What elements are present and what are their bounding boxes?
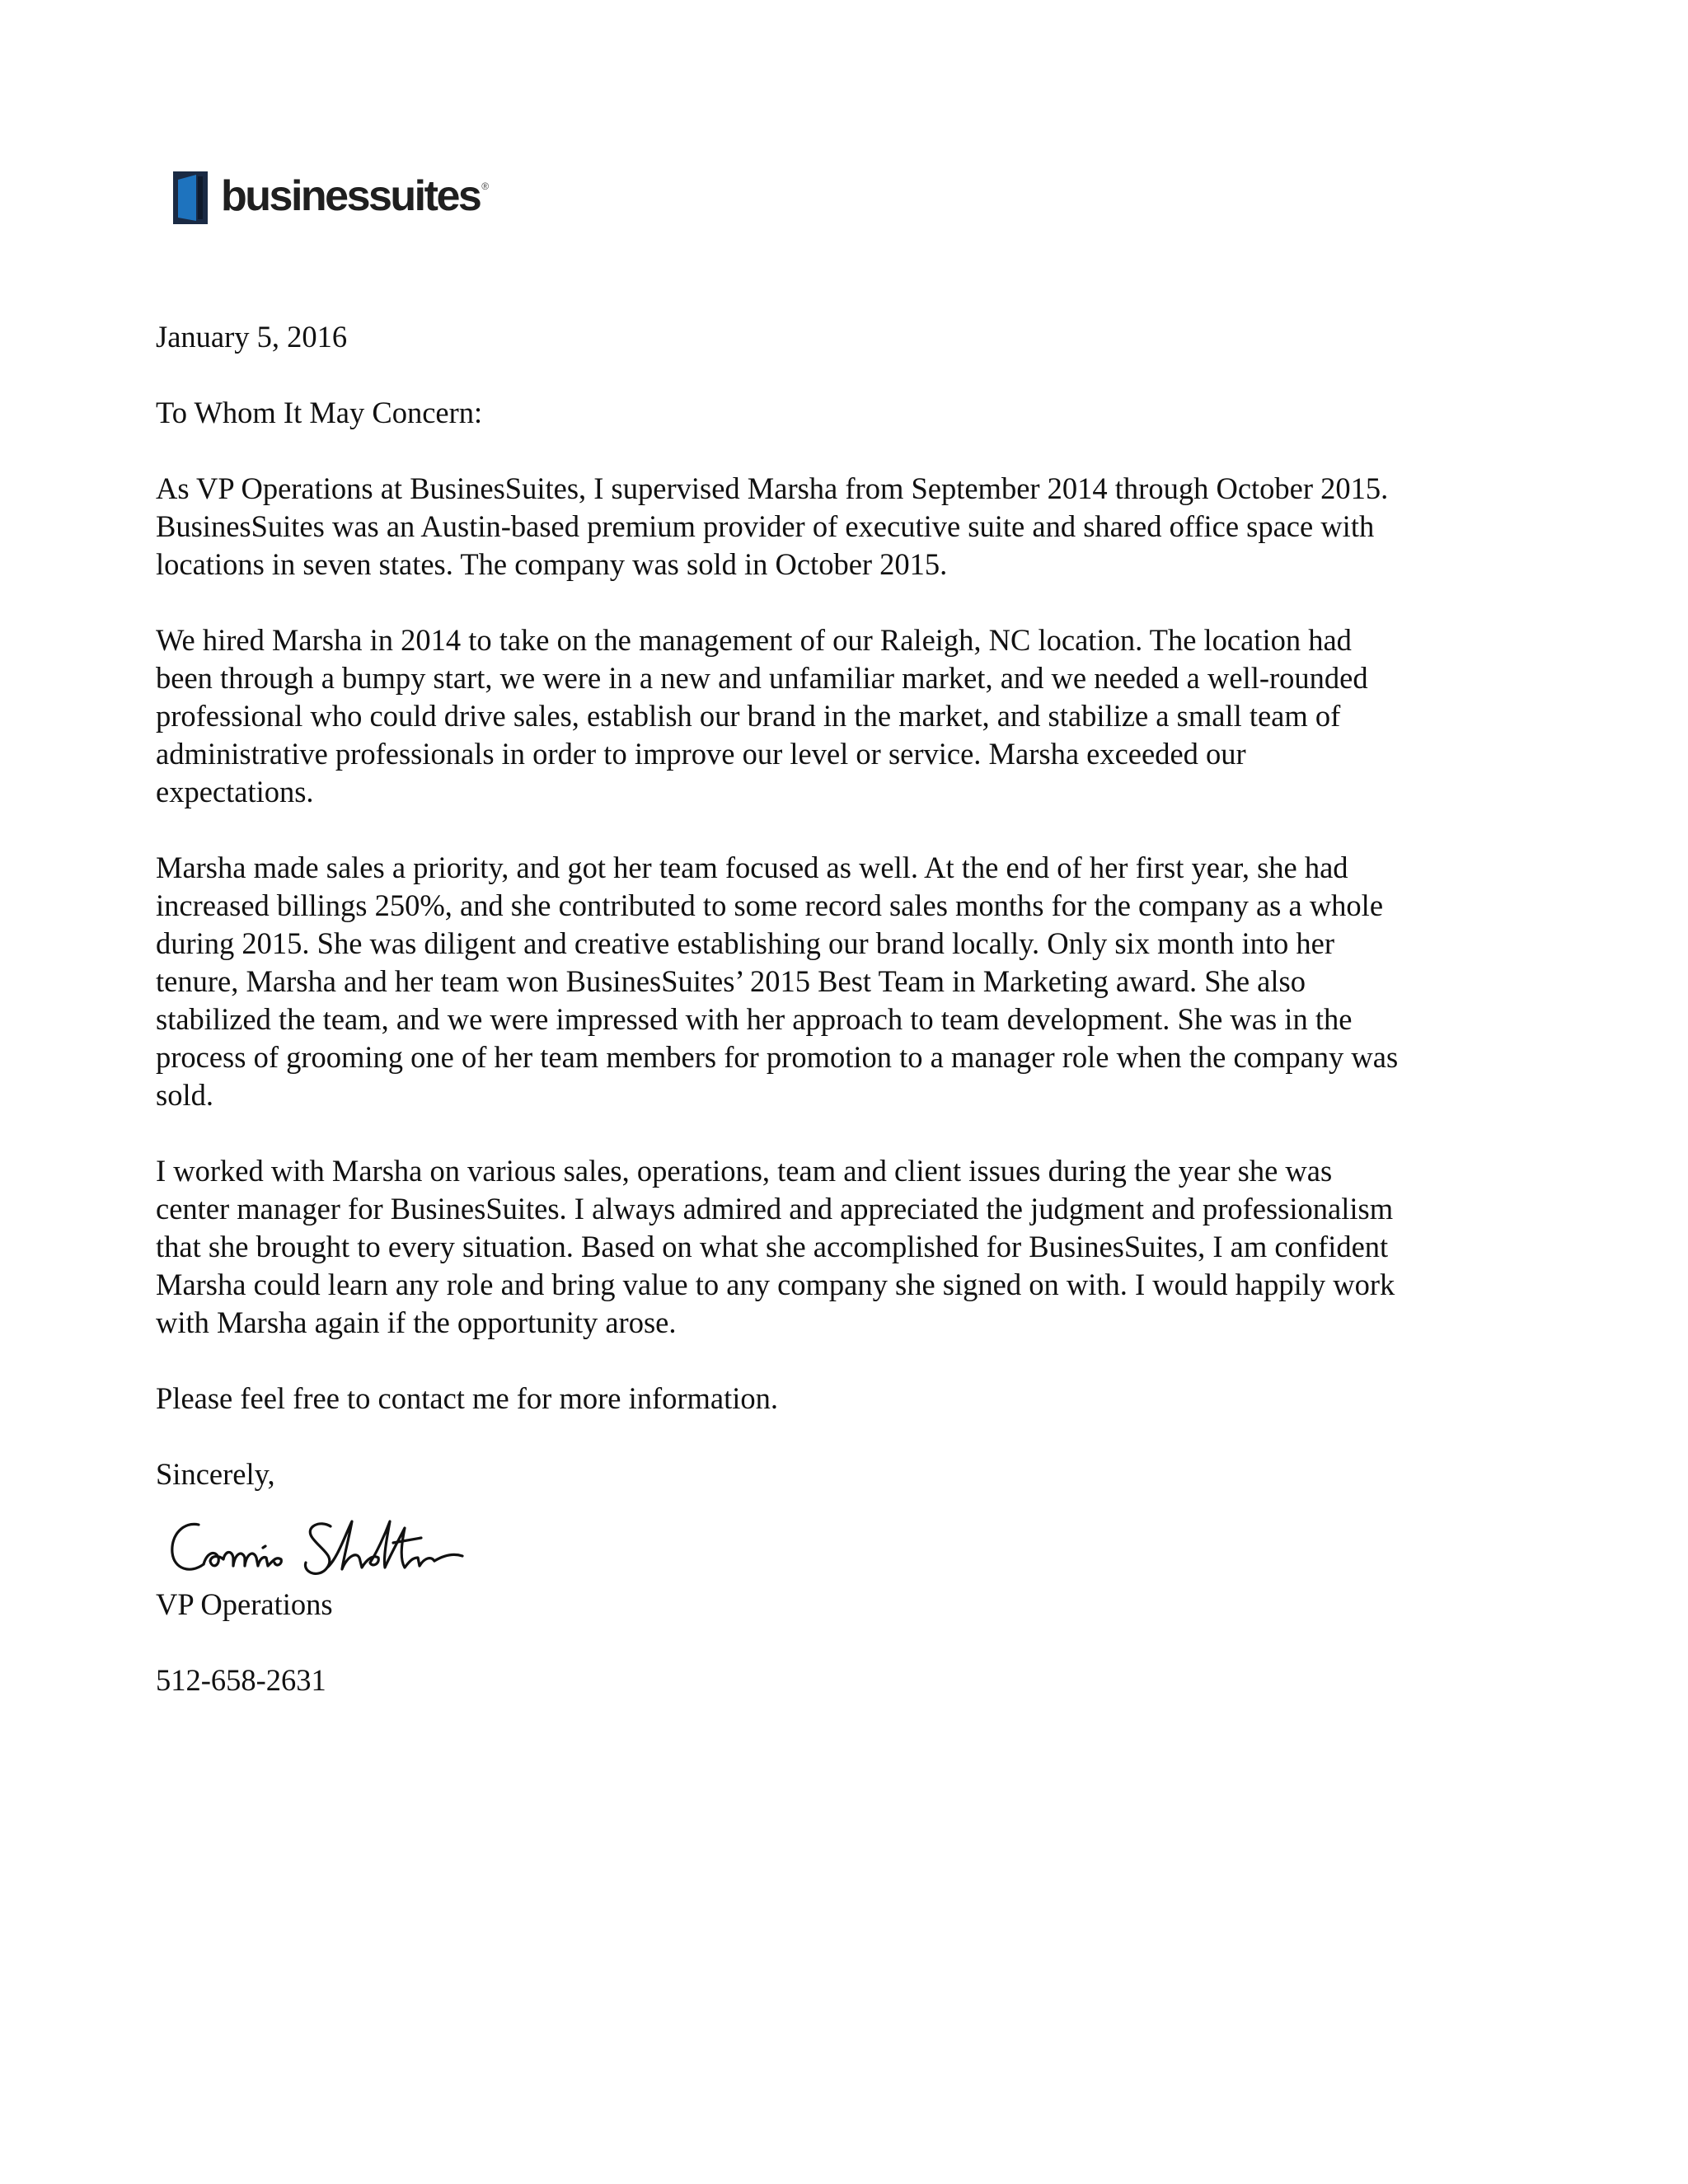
letter-paragraph: As VP Operations at BusinesSuites, I supervised Marsha from September 2014 through October 2015. BusinesSuites was an Austin-based premium provider of executive suite and shared office space with locations in seven states. The company was sold in October 2015. — [156, 471, 1389, 581]
letter-body — [156, 318, 1540, 1737]
letter-date: January 5, 2016 — [156, 320, 348, 354]
company-logo — [173, 171, 489, 224]
letter-salutation: To Whom It May Concern: — [156, 396, 483, 429]
letter-paragraph: We hired Marsha in 2014 to take on the management of our Raleigh, NC location. The location had been through a bumpy start, we were in a new and unfamiliar market, and we needed a well-rounded professional who could drive sales, establish our brand in the market, and stabilize a small team of administrative professionals in order to improve our level or service. Marsha exceeded our expectations. — [156, 623, 1368, 808]
letter-paragraph: Marsha made sales a priority, and got her team focused as well. At the end of her first year, she had increased billings 250%, and she contributed to some record sales months for the company as a whole during 2015. She was diligent and creative establishing our brand locally. Only six month into her tenure, Marsha and her team won BusinesSuites’ 2015 Best Team in Marketing award. She also stabilized the team, and we were impressed with her approach to team development. She was in the process of grooming one of her team members for promotion to a manager role when the company was sold. — [156, 851, 1399, 1112]
signer-title: VP Operations — [156, 1587, 333, 1621]
letter-paragraph: Please feel free to contact me for more information. — [156, 1381, 779, 1415]
signer-phone: 512-658-2631 — [156, 1663, 326, 1697]
logo-wordmark: businessuites — [221, 172, 481, 220]
letter-paragraph: I worked with Marsha on various sales, operations, team and client issues during the year she was center manager for BusinesSuites. I always admired and appreciated the judgment and professionalism that she brought to every situation. Based on what she accomplished for BusinesSuites, I am confident Marsha could learn any role and bring value to any company she signed on with. I would happily work with Marsha again if the opportunity arose. — [156, 1154, 1395, 1339]
door-logo-icon — [173, 171, 208, 224]
letter-closing: Sincerely, — [156, 1457, 275, 1491]
logo-registered-mark: ® — [481, 180, 490, 192]
handwritten-signature — [166, 1510, 512, 1586]
